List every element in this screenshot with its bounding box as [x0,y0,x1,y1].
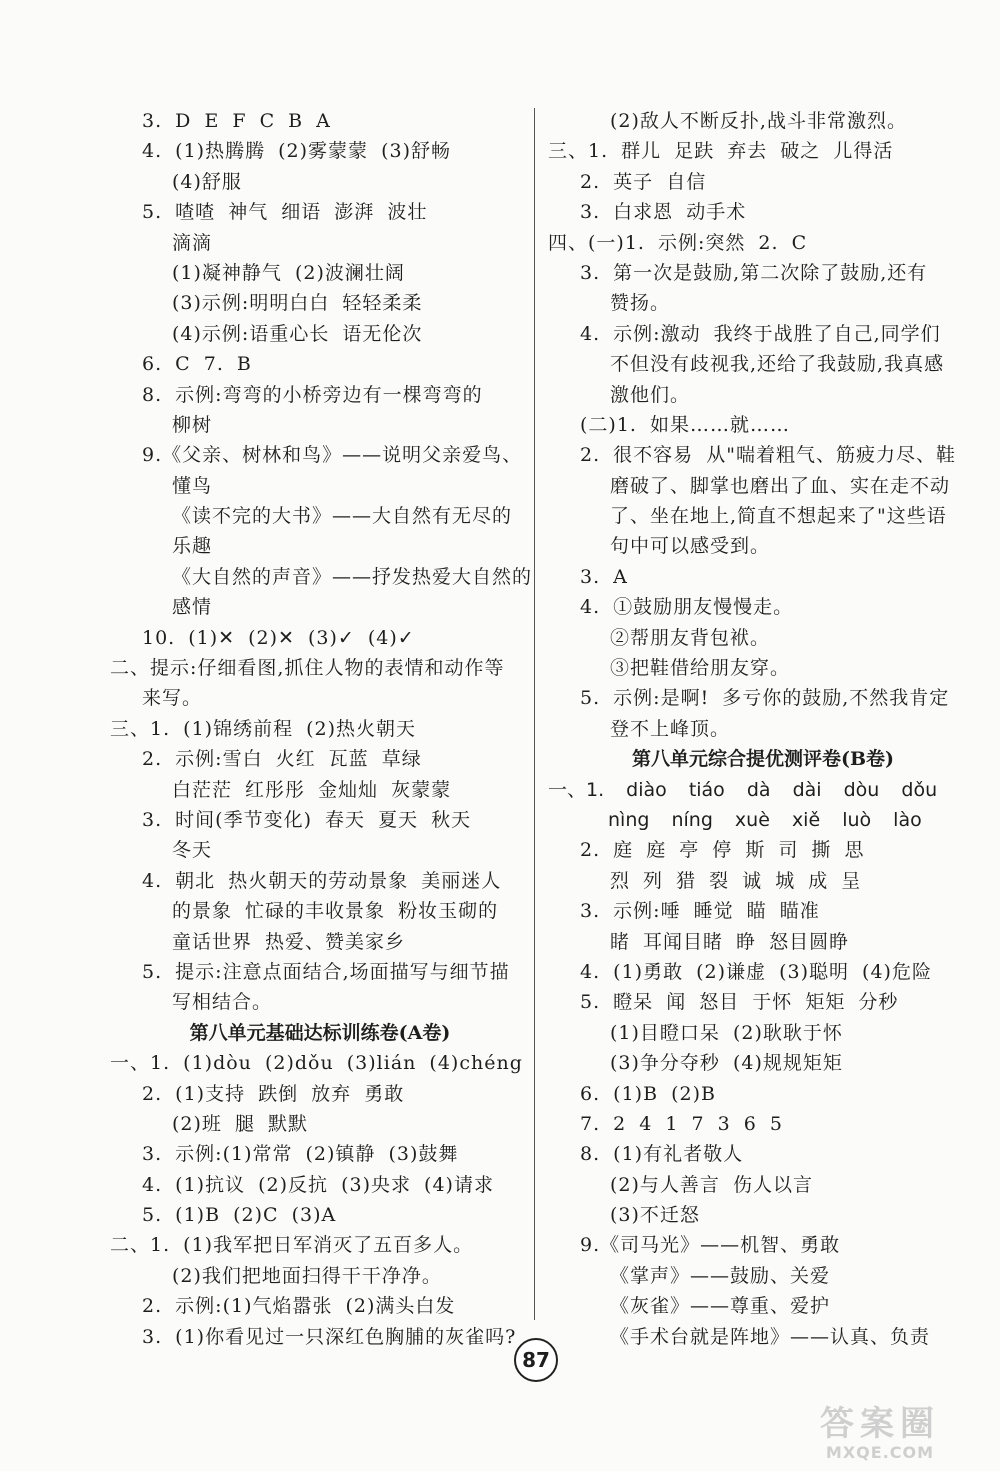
answer-line: 3. 示例:(1)常常 (2)镇静 (3)鼓舞 [142,1143,459,1166]
watermark-title: 答案圈 [820,1404,940,1444]
answer-line: 4. 示例:激动 我终于战胜了自己,同学们 [580,322,941,345]
answer-line: 4. (1)勇敢 (2)谦虚 (3)聪明 (4)危险 [580,960,932,983]
answer-line: 3. 第一次是鼓励,第二次除了鼓励,还有 [580,261,928,284]
answer-line: 冬天 [172,839,213,862]
answer-line: 一、1. (1)dòu (2)dǒu (3)lián (4)chéng [110,1052,523,1075]
left-column [110,106,533,1352]
right-column [548,106,978,1352]
answer-line: 二、提示:仔细看图,抓住人物的表情和动作等 [110,657,505,680]
answer-line: 5. (1)B (2)C (3)A [142,1204,337,1227]
answer-line: 《灰雀》——尊重、爱护 [610,1295,831,1318]
answer-line: 烈 列 猎 裂 诚 城 成 呈 [610,869,862,892]
answer-line: (3)不迁怒 [610,1204,700,1227]
page-number: 87 [514,1338,558,1382]
answer-line: 乐趣 [172,535,213,558]
answer-line: 三、1. (1)锦绣前程 (2)热火朝天 [110,717,417,740]
answer-line: 4. ①鼓励朋友慢慢走。 [580,596,794,619]
answer-line: 句中可以感受到。 [610,535,771,558]
answer-line: 6. C 7. B [142,353,252,376]
answer-line: 白茫茫 红彤彤 金灿灿 灰蒙蒙 [172,778,452,801]
answer-line: (4)舒服 [172,170,242,193]
answer-line: 10. (1)✕ (2)✕ (3)✓ (4)✓ [142,626,415,649]
answer-line: 2. 示例:雪白 火红 瓦蓝 草绿 [142,748,422,771]
answer-line: 9.《父亲、树林和鸟》——说明父亲爱鸟、 [142,444,523,467]
answer-line: 2. 很不容易 从"喘着粗气、筋疲力尽、鞋 [580,444,956,467]
answer-line: (二)1. 如果……就…… [580,413,790,436]
answer-line: 8. (1)有礼者敬人 [580,1143,744,1166]
answer-line: 9.《司马光》——机智、勇敢 [580,1234,841,1257]
answer-line: 3. 时间(季节变化) 春天 夏天 秋天 [142,808,472,831]
answer-line: 2. (1)支持 跌倒 放弃 勇敢 [142,1082,405,1105]
answer-line: 5. 瞪呆 闻 怒目 于怀 矩矩 分秒 [580,991,899,1014]
answer-line: 5. 提示:注意点面结合,场面描写与细节描 [142,960,510,983]
answer-line: 睹 耳闻目睹 睁 怒目圆睁 [610,930,850,953]
answer-line: 写相结合。 [172,991,273,1014]
column-divider [534,108,535,1320]
page-number-badge [500,1336,560,1386]
watermark-url: MXQE.COM [825,1443,935,1462]
answer-line: (1)目瞪口呆 (2)耿耿于怀 [610,1021,843,1044]
answer-line: ③把鞋借给朋友穿。 [610,657,791,680]
answer-line: 不但没有歧视我,还给了我鼓励,我真感 [610,353,945,376]
answer-line: 3. (1)你看见过一只深红色胸脯的灰雀吗? [142,1325,517,1348]
answer-line: 2. 示例:(1)气焰嚣张 (2)满头白发 [142,1295,456,1318]
answer-line: 3. 白求恩 动手术 [580,201,747,224]
answer-line: 的景象 忙碌的丰收景象 粉妆玉砌的 [172,900,499,923]
answer-line: 3. D E F C B A [142,110,331,132]
section-heading: 第八单元基础达标训练卷(A卷) [189,1021,451,1044]
answer-line: (2)敌人不断反扑,战斗非常激烈。 [610,110,907,132]
answer-line: 《大自然的声音》——抒发热爱大自然的 [172,565,533,588]
answer-line: 8. 示例:弯弯的小桥旁边有一棵弯弯的 [142,383,483,406]
answer-line: (3)争分夺秒 (4)规规矩矩 [610,1052,843,1075]
answer-line: 2. 庭 庭 亭 停 斯 司 撕 思 [580,839,865,862]
answer-line: 赞扬。 [610,292,671,315]
answer-line: 三、1. 群儿 足趺 弃去 破之 儿得活 [548,140,894,163]
answer-line: 4. (1)抗议 (2)反抗 (3)央求 (4)请求 [142,1173,494,1196]
answer-line: (3)示例:明明白白 轻轻柔柔 [172,292,423,315]
answer-line: 3. 示例:唾 睡觉 瞄 瞄准 [580,900,820,923]
answer-line: 3. A [580,565,628,588]
answer-line: 柳树 [172,413,213,436]
answer-line: 《读不完的大书》——大自然有无尽的 [172,505,513,528]
answer-line: (1)凝神静气 (2)波澜壮阔 [172,261,405,284]
answer-line: ②帮朋友背包袱。 [610,626,771,649]
answer-line: nìng níng xuè xiě luò lào [608,808,922,831]
answer-line: 一、1. diào tiáo dà dài dòu dǒu [548,778,938,801]
answer-line: 《掌声》——鼓励、关爱 [610,1264,831,1287]
answer-line: 7. 2 4 1 7 3 6 5 [580,1112,784,1135]
answer-line: 《手术台就是阵地》——认真、负责 [610,1325,931,1348]
answer-line: 6. (1)B (2)B [580,1082,716,1105]
answer-line: 激他们。 [610,383,691,406]
answer-line: 登不上峰顶。 [610,717,731,740]
answer-line: 4. 朝北 热火朝天的劳动景象 美丽迷人 [142,869,502,892]
answer-line: (2)班 腿 默默 [172,1112,308,1135]
answer-line: 二、1. (1)我军把日军消灭了五百多人。 [110,1234,474,1257]
answer-line: 磨破了、脚掌也磨出了血、实在走不动 [610,474,951,497]
answer-line: (2)与人善言 伤人以言 [610,1173,813,1196]
answer-line: 感情 [172,596,213,619]
answer-line: 滴滴 [172,231,213,254]
section-heading: 第八单元综合提优测评卷(B卷) [631,748,895,771]
answer-line: 来写。 [142,687,203,710]
answer-line: (4)示例:语重心长 语无伦次 [172,322,423,345]
answer-line: 四、(一)1. 示例:突然 2. C [548,231,808,254]
answer-line: 2. 英子 自信 [580,170,707,193]
answer-line: 4. (1)热腾腾 (2)雾蒙蒙 (3)舒畅 [142,140,451,163]
answer-line: 童话世界 热爱、赞美家乡 [172,930,406,953]
answer-line: 5. 示例:是啊! 多亏你的鼓励,不然我肯定 [580,687,950,710]
answer-line: (2)我们把地面扫得干干净净。 [172,1264,442,1287]
answer-line: 懂鸟 [172,474,213,497]
watermark-logo [770,1405,990,1465]
answer-line: 了、坐在地上,简直不想起来了"这些语 [610,505,947,528]
answer-line: 5. 喳喳 神气 细语 澎湃 波壮 [142,201,428,224]
